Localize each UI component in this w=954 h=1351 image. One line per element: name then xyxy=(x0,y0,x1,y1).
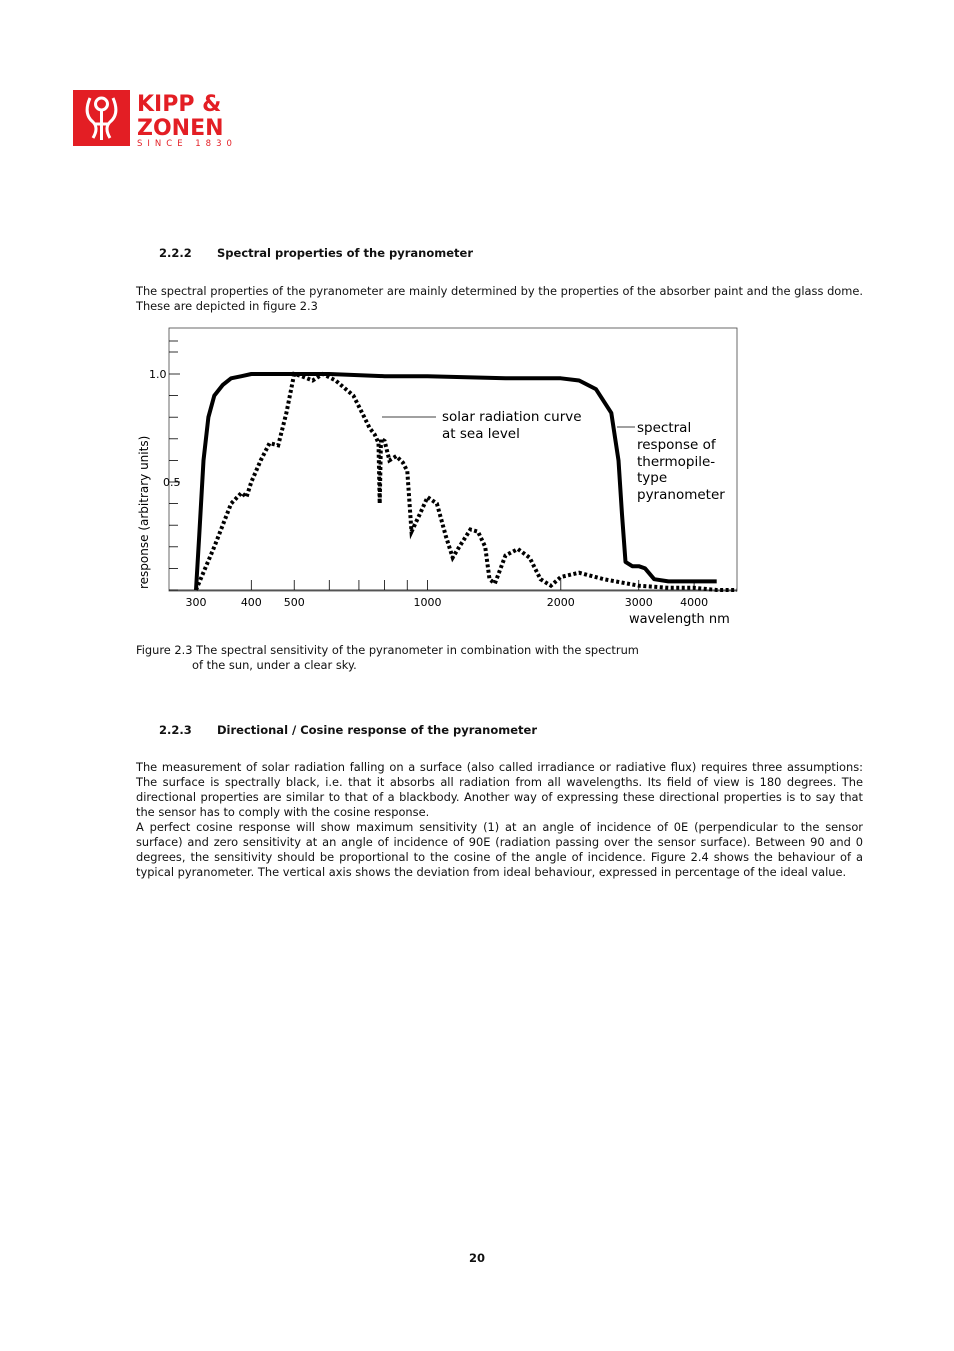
annotation-pyr-line4: type xyxy=(637,470,668,486)
company-logo xyxy=(73,88,263,148)
x-tick-label: 300 xyxy=(185,596,207,609)
section-title: Spectral properties of the pyranometer xyxy=(217,246,473,260)
x-axis-label: wavelength nm xyxy=(629,612,730,627)
annotation-pyr-line3: thermopile- xyxy=(637,454,716,470)
y-tick-label-0-5: 0.5 xyxy=(163,476,181,489)
y-axis-ticks xyxy=(169,341,180,590)
logo-line1: KIPP & xyxy=(137,92,222,117)
section-heading-2-2-2 xyxy=(159,246,473,260)
section-number: 2.2.3 xyxy=(159,723,192,737)
annotation-pyr-line2: response of xyxy=(637,437,716,453)
spectral-chart xyxy=(130,327,750,630)
section-2-paragraph-2: A perfect cosine response will show maximum sensitivity (1) at an angle of incidence of 0E (perpendicular to the sensor surface) and zero sensitivity at an angle of incidence of 90E (radiation passing over the sensor surface). Between 90 and 0 degrees, the sensitivity should be proportional to the cosine of the angle of incidence. Figure 2.4 shows the behaviour of a typical pyranometer. The vertical axis shows the deviation from ideal behaviour, expressed in percentage of the ideal value. xyxy=(136,820,863,879)
section-2-paragraph-1: The measurement of solar radiation falling on a surface (also called irradiance or radiative flux) requires three assumptions: The surface is spectrally black, i.e. that it absorbs all radiation from all wavelengths. Its field of view is 180 degrees. The directional properties are similar to that of a blackbody. Another way of expressing these directional properties is to say that the sensor has to comply with the cosine response. xyxy=(136,760,863,819)
annotation-pyr-line1: spectral xyxy=(637,420,692,436)
section-number: 2.2.2 xyxy=(159,246,192,260)
section-title: Directional / Cosine response of the pyranometer xyxy=(217,723,538,737)
x-tick-label: 4000 xyxy=(680,596,709,609)
y-axis-label: response (arbitrary units) xyxy=(137,435,151,589)
x-tick-label: 400 xyxy=(240,596,262,609)
figure-caption-line1: Figure 2.3 The spectral sensitivity of the pyranometer in combination with the spectrum xyxy=(136,643,639,657)
logo-tagline: SINCE 1830 xyxy=(137,139,237,148)
y-tick-label-1-0: 1.0 xyxy=(149,368,167,381)
kipp-zonen-logo-graphic xyxy=(73,88,263,148)
logo-line2: ZONEN xyxy=(137,116,224,141)
x-tick-label: 2000 xyxy=(546,596,575,609)
annotation-solar-line1: solar radiation curve xyxy=(442,409,582,425)
x-tick-label: 500 xyxy=(283,596,305,609)
annotation-solar-line2: at sea level xyxy=(442,426,520,442)
spectral-chart-svg xyxy=(130,327,750,630)
section-1-paragraph: The spectral properties of the pyranometer are mainly determined by the properties of the absorber paint and the glass dome. These are depicted in figure 2.3 xyxy=(136,284,863,313)
figure-caption xyxy=(136,643,639,673)
page-number: 20 xyxy=(468,1251,485,1265)
figure-caption-line2: of the sun, under a clear sky. xyxy=(192,658,357,672)
section-heading-2-2-3 xyxy=(159,723,537,737)
x-tick-label: 3000 xyxy=(624,596,653,609)
annotation-pyr-line5: pyranometer xyxy=(637,487,725,503)
x-tick-labels xyxy=(186,596,709,609)
x-tick-label: 1000 xyxy=(413,596,442,609)
